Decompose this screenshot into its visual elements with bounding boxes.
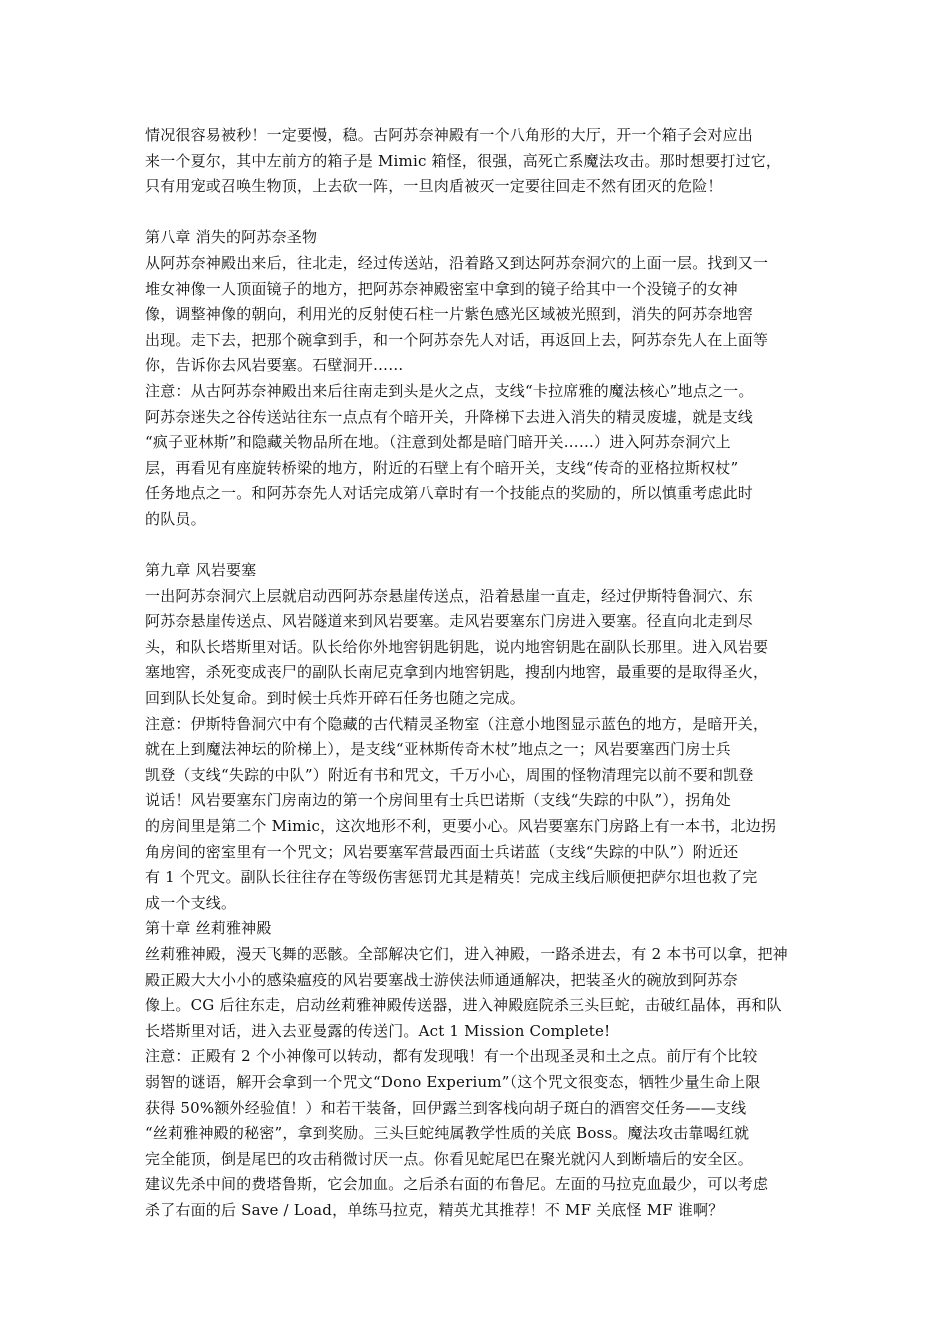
text-line: 弱智的谜语，解开会拿到一个咒文“Dono Experium”（这个咒文很变态，牺牲少量生命上限 bbox=[145, 1072, 761, 1091]
text-line: 建议先杀中间的费塔鲁斯，它会加血。之后杀右面的布鲁尼。左面的马拉克血最少，可以考虑 bbox=[145, 1175, 769, 1194]
text-line: 说话！风岩要塞东门房南边的第一个房间里有士兵巴诺斯（支线“失踪的中队”），拐角处 bbox=[145, 791, 731, 810]
blank-line bbox=[145, 200, 820, 226]
text-line: 角房间的密室里有一个咒文；风岩要塞军营最西面士兵诺蓝（支线“失踪的中队”）附近还 bbox=[145, 842, 739, 861]
text-line: 回到队长处复命。到时候士兵炸开碎石任务也随之完成。 bbox=[145, 689, 526, 708]
text-line: 一出阿苏奈洞穴上层就启动西阿苏奈悬崖传送点，沿着悬崖一直走，经过伊斯特鲁洞穴、东 bbox=[145, 586, 754, 605]
text-line: 完全能顶，倒是尾巴的攻击稍微讨厌一点。你看见蛇尾巴在聚光就闪人到断墙后的安全区。 bbox=[145, 1149, 754, 1168]
text-line: “丝莉雅神殿的秘密”，拿到奖励。三头巨蛇纯属教学性质的关底 Boss。魔法攻击靠喝红就 bbox=[145, 1124, 750, 1143]
text-line: 注意：伊斯特鲁洞穴中有个隐藏的古代精灵圣物室（注意小地图显示蓝色的地方，是暗开关， bbox=[145, 714, 769, 733]
text-line: 就在上到魔法神坛的阶梯上），是支线“亚林斯传奇木杖”地点之一；风岩要塞西门房士兵 bbox=[145, 740, 731, 759]
text-line: 出现。走下去，把那个碗拿到手，和一个阿苏奈先人对话，再返回上去，阿苏奈先人在上面等 bbox=[145, 330, 769, 349]
chapter-heading: 第十章 丝莉雅神殿 bbox=[145, 919, 272, 938]
chapter-heading: 第九章 风岩要塞 bbox=[145, 561, 257, 580]
text-line: 来一个夏尔，其中左前方的箱子是 Mimic 箱怪，很强，高死亡系魔法攻击。那时想要打过它， bbox=[145, 151, 782, 170]
text-line: 情况很容易被秒！一定要慢，稳。古阿苏奈神殿有一个八角形的大厅，开一个箱子会对应出 bbox=[145, 126, 754, 144]
text-line: 注意：正殿有 2 个小神像可以转动，都有发现哦！有一个出现圣灵和土之点。前厅有个比较 bbox=[145, 1047, 758, 1066]
text-line: 塞地窖，杀死变成丧尸的副队长南尼克拿到内地窖钥匙，搜刮内地窖，最重要的是取得圣火， bbox=[145, 663, 769, 682]
text-line: “疯子亚林斯”和隐藏关物品所在地。（注意到处都是暗门暗开关……）进入阿苏奈洞穴上 bbox=[145, 433, 731, 452]
text-line: 成一个支线。 bbox=[145, 893, 237, 912]
text-line: 只有用宠或召唤生物顶，上去砍一阵，一旦肉盾被灭一定要往回走不然有团灭的危险！ bbox=[145, 177, 723, 196]
text-line: 任务地点之一。和阿苏奈先人对话完成第八章时有一个技能点的奖励的，所以慎重考虑此时 bbox=[145, 484, 754, 503]
text-line: 殿正殿大大小小的感染瘟疫的风岩要塞战士游侠法师通通解决，把装圣火的碗放到阿苏奈 bbox=[145, 970, 738, 989]
text-line: 的队员。 bbox=[145, 509, 206, 528]
text-line: 像，调整神像的朝向，利用光的反射使石柱一片紫色感光区域被光照到，消失的阿苏奈地窖 bbox=[145, 305, 754, 324]
text-line: 阿苏奈迷失之谷传送站往东一点点有个暗开关，升降梯下去进入消失的精灵废墟，就是支线 bbox=[145, 407, 754, 426]
text-line: 你，告诉你去风岩要塞。石壁洞开…… bbox=[145, 356, 404, 375]
text-line: 丝莉雅神殿，漫天飞舞的恶骸。全部解决它们，进入神殿，一路杀进去，有 2 本书可以拿，把神 bbox=[145, 945, 788, 963]
blank-line bbox=[145, 533, 820, 559]
text-line: 阿苏奈悬崖传送点、风岩隧道来到风岩要塞。走风岩要塞东门房进入要塞。径直向北走到尽 bbox=[145, 612, 754, 631]
text-line: 获得 50%额外经验值！）和若干装备，回伊露兰到客栈向胡子斑白的酒窖交任务——支线 bbox=[145, 1098, 747, 1117]
chapter-heading: 第八章 消失的阿苏奈圣物 bbox=[145, 228, 318, 247]
text-line: 像上。CG 后往东走，启动丝莉雅神殿传送器，进入神殿庭院杀三头巨蛇，击破红晶体，再和队 bbox=[145, 996, 782, 1015]
text-line: 长塔斯里对话，进入去亚曼露的传送门。Act 1 Mission Complete! bbox=[145, 1021, 611, 1040]
text-line: 堆女神像一人顶面镜子的地方，把阿苏奈神殿密室中拿到的镜子给其中一个没镜子的女神 bbox=[145, 279, 738, 298]
document-body bbox=[145, 123, 820, 1224]
text-line: 凯登（支线“失踪的中队”）附近有书和咒文，千万小心，周围的怪物清理完以前不要和凯登 bbox=[145, 765, 754, 784]
text-line: 层，再看见有座旋转桥梁的地方，附近的石壁上有个暗开关，支线“传奇的亚格拉斯权杖” bbox=[145, 458, 739, 477]
text-line: 的房间里是第二个 Mimic，这次地形不利，更要小心。风岩要塞东门房路上有一本书，北边拐 bbox=[145, 817, 777, 836]
text-line: 杀了右面的后 Save / Load，单练马拉克，精英尤其推荐！不 MF 关底怪 MF 谁啊？ bbox=[145, 1200, 724, 1219]
text-line: 从阿苏奈神殿出来后，往北走，经过传送站，沿着路又到达阿苏奈洞穴的上面一层。找到又一 bbox=[145, 253, 769, 272]
text-line: 有 1 个咒文。副队长往往存在等级伤害惩罚尤其是精英！完成主线后顺便把萨尔坦也救了完 bbox=[145, 868, 758, 887]
text-line: 注意：从古阿苏奈神殿出来后往南走到头是火之点，支线“卡拉席雅的魔法核心”地点之一。 bbox=[145, 381, 754, 400]
text-line: 头，和队长塔斯里对话。队长给你外地窖钥匙钥匙，说内地窖钥匙在副队长那里。进入风岩要 bbox=[145, 637, 769, 656]
